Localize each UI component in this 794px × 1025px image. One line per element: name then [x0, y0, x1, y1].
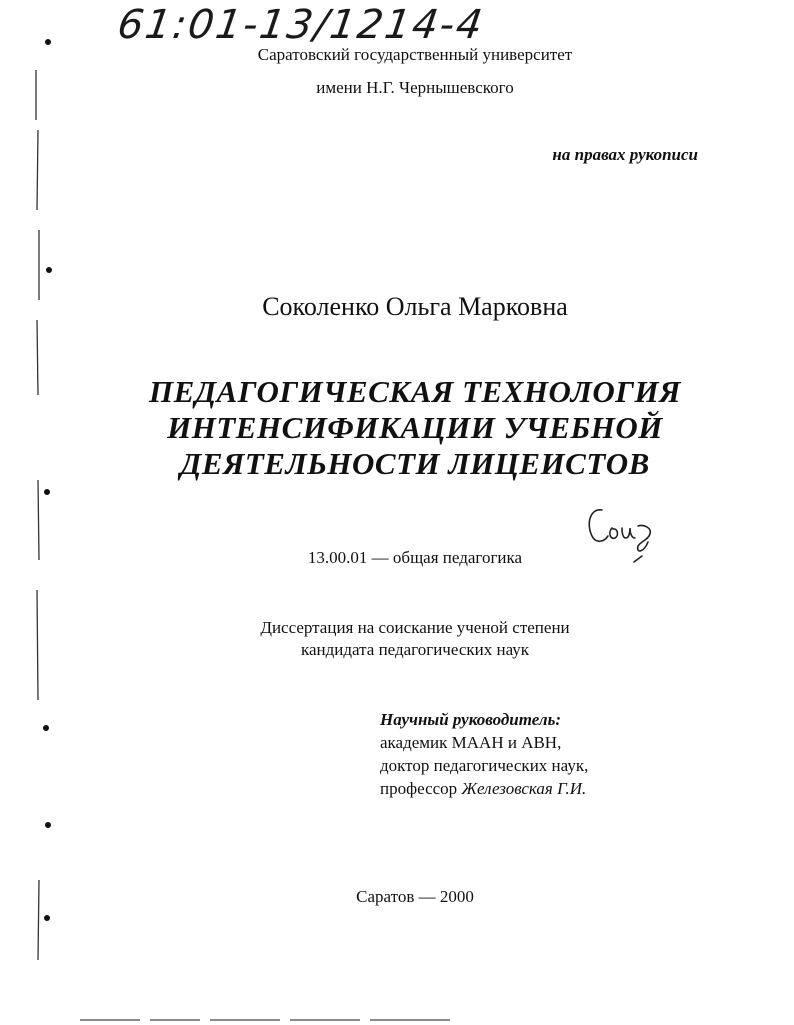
archive-number: 61:01-13/1214-4 — [114, 2, 487, 48]
degree-line: кандидата педагогических наук — [300, 640, 530, 659]
manuscript-note: на правах рукописи — [552, 145, 698, 164]
advisor-heading: Научный руководитель: — [380, 710, 562, 729]
specialty-code: 13.00.01 — общая педагогика — [307, 548, 523, 567]
scientific-advisor — [380, 708, 588, 800]
degree-line: Диссертация на соискание ученой степени — [260, 618, 570, 637]
advisor-name: Железовская Г.И. — [461, 779, 587, 798]
advisor-title-1: академик МААН и АВН, — [380, 733, 562, 752]
university-name: Саратовский государственный университет — [257, 45, 573, 64]
scan-bottom-edge — [60, 1012, 460, 1024]
university-name-honorific: имени Н.Г. Чернышевского — [316, 78, 514, 97]
title-line: ДЕЯТЕЛЬНОСТИ ЛИЦЕИСТОВ — [180, 446, 650, 481]
title-line: ИНТЕНСИФИКАЦИИ УЧЕБНОЙ — [167, 410, 663, 445]
advisor-title-2: доктор педагогических наук, — [380, 756, 589, 775]
dissertation-title — [0, 374, 794, 482]
city-year: Саратов — 2000 — [356, 887, 474, 906]
author-name: Соколенко Ольга Марковна — [262, 292, 568, 321]
degree-statement — [0, 617, 794, 661]
scan-edge-marks — [30, 0, 60, 1025]
title-line: ПЕДАГОГИЧЕСКАЯ ТЕХНОЛОГИЯ — [149, 374, 681, 409]
advisor-rank: профессор — [380, 779, 458, 798]
advisor-title-3 — [380, 777, 588, 800]
